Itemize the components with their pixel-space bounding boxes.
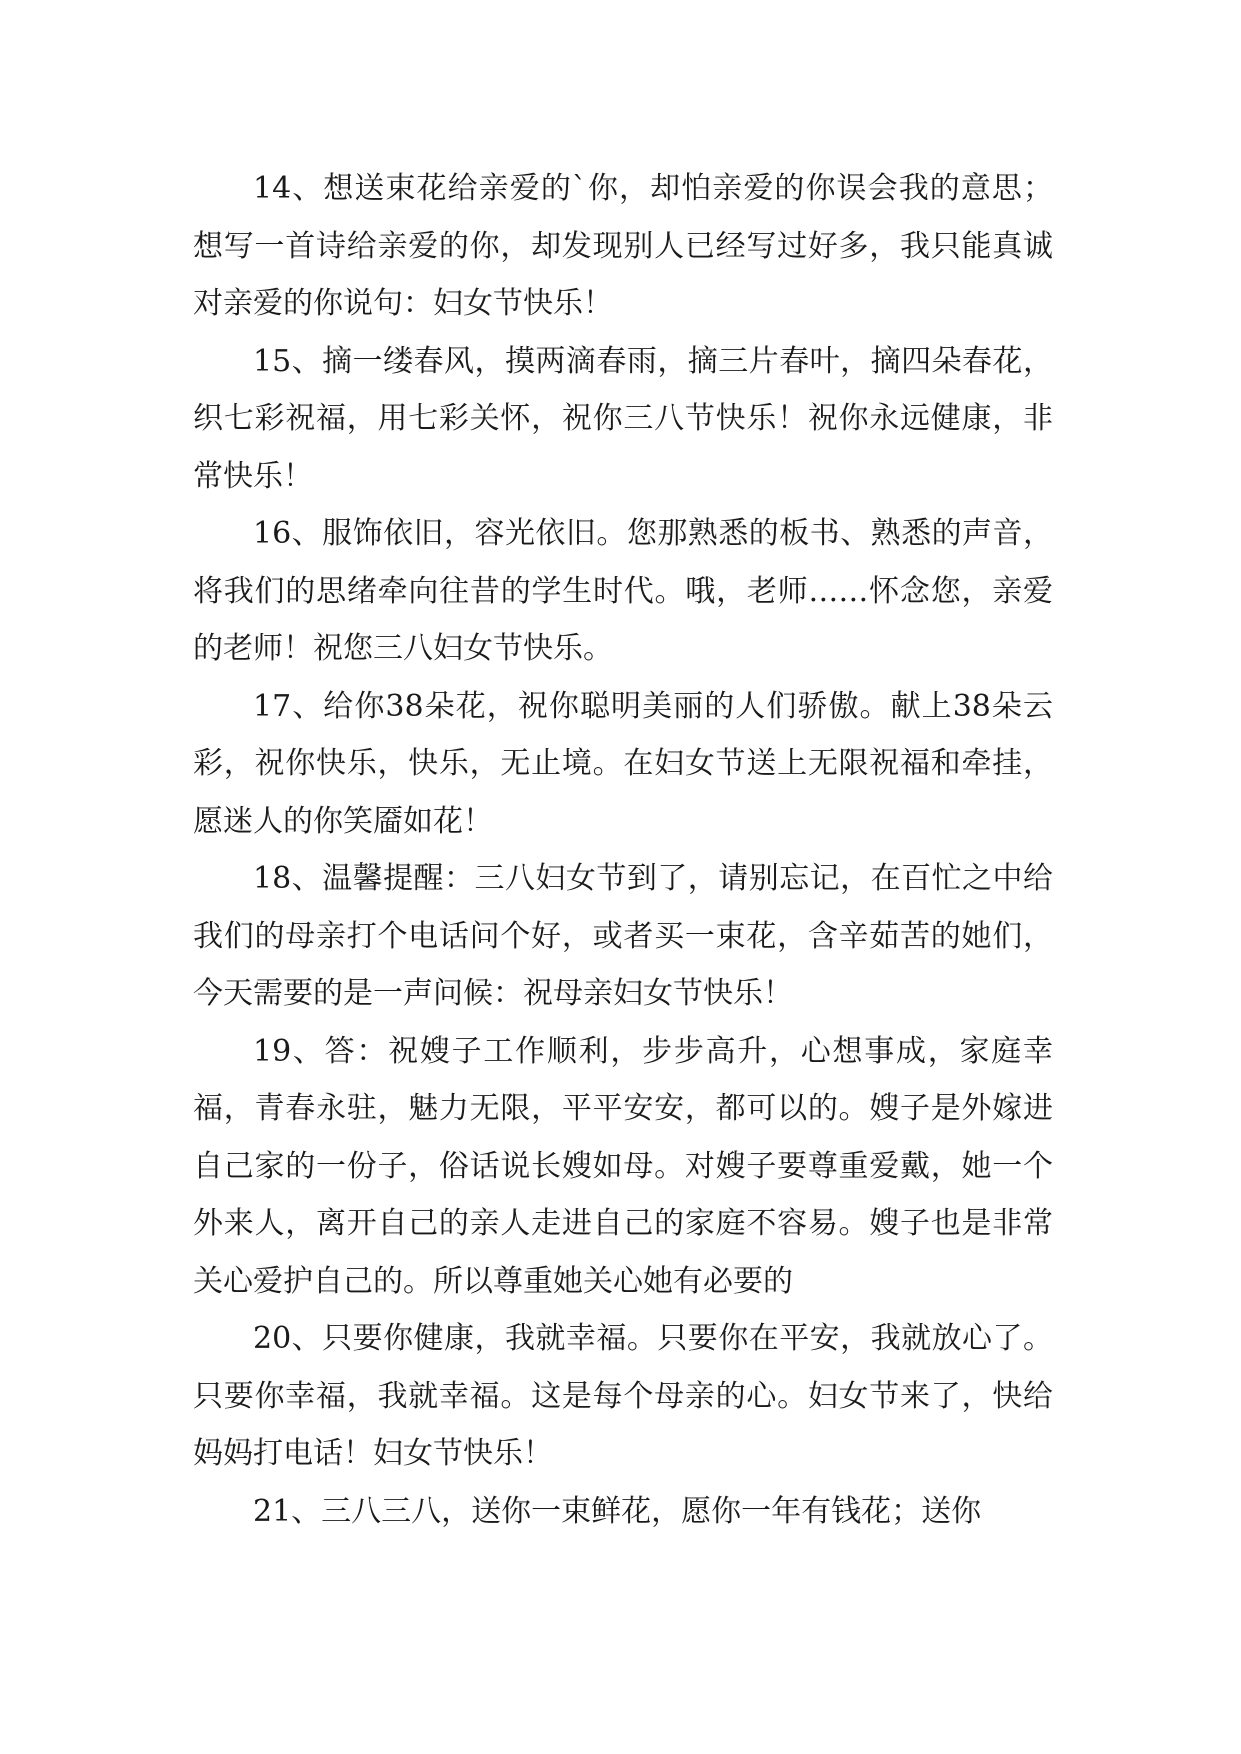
- paragraph-18: 18、温馨提醒：三八妇女节到了，请别忘记，在百忙之中给我们的母亲打个电话问个好，或者买一束花，含辛茹苦的她们，今天需要的是一声问候：祝母亲妇女节快乐！: [193, 861, 1053, 1011]
- paragraph-19: 19、答：祝嫂子工作顺利，步步高升，心想事成，家庭幸福，青春永驻，魅力无限，平平安安，都可以的。嫂子是外嫁进自己家的一份子，俗话说长嫂如母。对嫂子要尊重爱戴，她一个外来人，离开自己的亲人走进自己的家庭不容易。嫂子也是非常关心爱护自己的。所以尊重她关心她有必要的: [193, 1033, 1053, 1299]
- paragraph-20: 20、只要你健康，我就幸福。只要你在平安，我就放心了。只要你幸福，我就幸福。这是每个母亲的心。妇女节来了，快给妈妈打电话！妇女节快乐！: [193, 1321, 1053, 1471]
- paragraph-21: 21、三八三八，送你一束鲜花，愿你一年有钱花；送你: [253, 1493, 982, 1529]
- document-body: [193, 160, 1053, 1540]
- paragraph-14: 14、想送束花给亲爱的`你，却怕亲爱的你误会我的意思；想写一首诗给亲爱的你，却发现别人已经写过好多，我只能真诚对亲爱的你说句：妇女节快乐！: [193, 171, 1053, 321]
- paragraph-15: 15、摘一缕春风，摸两滴春雨，摘三片春叶，摘四朵春花，织七彩祝福，用七彩关怀，祝你三八节快乐！祝你永远健康，非常快乐！: [193, 343, 1053, 494]
- paragraph-16: 16、服饰依旧，容光依旧。您那熟悉的板书、熟悉的声音，将我们的思绪牵向往昔的学生时代。哦，老师……怀念您，亲爱的老师！祝您三八妇女节快乐。: [193, 516, 1053, 666]
- paragraph-17: 17、给你38朵花，祝你聪明美丽的人们骄傲。献上38朵云彩，祝你快乐，快乐，无止境。在妇女节送上无限祝福和牵挂，愿迷人的你笑靥如花！: [193, 688, 1053, 839]
